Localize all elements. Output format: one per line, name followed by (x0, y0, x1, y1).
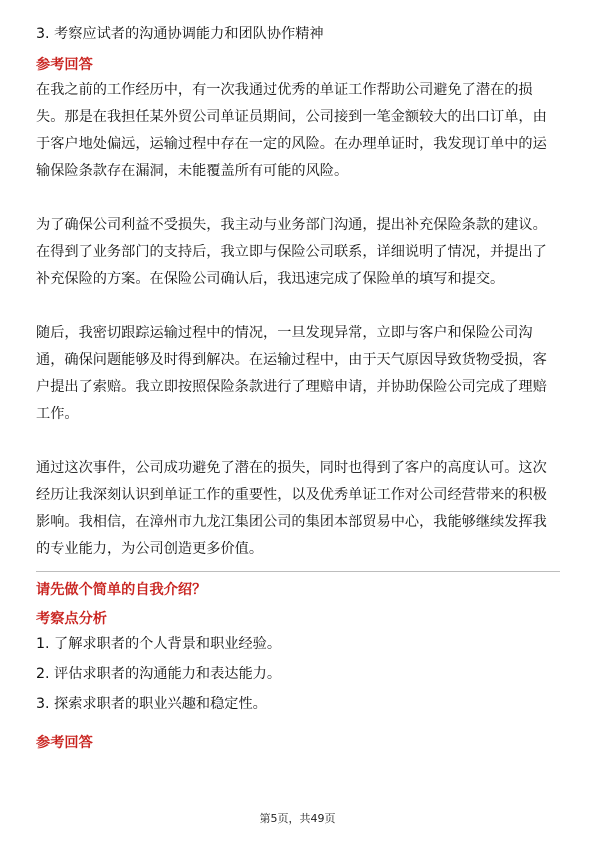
reference-answer-label: 参考回答 (36, 57, 93, 73)
answer-paragraph-2 (36, 212, 560, 293)
text-line: 于客户地处偏远，运输过程中存在一定的风险。在办理单证时，我发现订单中的运 (36, 136, 547, 152)
text-line: 随后，我密切跟踪运输过程中的情况，一旦发现异常，立即与客户和保险公司沟 (36, 325, 533, 341)
text-line: 通，确保问题能够及时得到解决。在运输过程中，由于天气原因导致货物受损，客 (36, 352, 547, 368)
answer-paragraph-4 (36, 455, 560, 563)
page-footer: 第5页，共49页 (259, 812, 336, 825)
text-line: 在我之前的工作经历中，有一次我通过优秀的单证工作帮助公司避免了潜在的损 (36, 82, 533, 98)
list-item: 2. 评估求职者的沟通能力和表达能力。 (36, 666, 282, 682)
text-line: 失。那是在我担任某外贸公司单证员期间，公司接到一笔金额较大的出口订单，由 (36, 109, 547, 125)
text-line: 通过这次事件，公司成功避免了潜在的损失，同时也得到了客户的高度认可。这次 (36, 460, 547, 476)
text-line: 在得到了业务部门的支持后，我立即与保险公司联系，详细说明了情况，并提出了 (36, 244, 547, 260)
answer-paragraph-3 (36, 320, 560, 428)
text-line: 补充保险的方案。在保险公司确认后，我迅速完成了保险单的填写和提交。 (36, 271, 505, 287)
list-item: 1. 了解求职者的个人背景和职业经验。 (36, 636, 282, 652)
paragraph-gap (36, 185, 560, 212)
paragraph-gap (36, 293, 560, 320)
document-page (36, 22, 560, 755)
analysis-points (36, 631, 560, 717)
text-line: 经历让我深刻认识到单证工作的重要性，以及优秀单证工作对公司经营带来的积极 (36, 487, 547, 503)
text-line: 工作。 (36, 406, 79, 422)
list-item: 3. 探索求职者的职业兴趣和稳定性。 (36, 696, 267, 712)
text-line: 输保险条款存在漏洞，未能覆盖所有可能的风险。 (36, 163, 349, 179)
answer-paragraph-1 (36, 77, 560, 185)
question-title: 请先做个简单的自我介绍？ (36, 582, 207, 598)
text-line: 为了确保公司利益不受损失，我主动与业务部门沟通，提出补充保险条款的建议。 (36, 217, 547, 233)
analysis-label: 考察点分析 (36, 611, 107, 627)
text-line: 的专业能力，为公司创造更多价值。 (36, 541, 264, 557)
text-line: 户提出了索赔。我立即按照保险条款进行了理赔申请，并协助保险公司完成了理赔 (36, 379, 547, 395)
paragraph-gap (36, 428, 560, 455)
section-divider (36, 571, 560, 572)
reference-answer-label-2: 参考回答 (36, 735, 93, 751)
text-line: 影响。我相信，在漳州市九龙江集团公司的集团本部贸易中心，我能够继续发挥我 (36, 514, 547, 530)
assessment-point-3: 3. 考察应试者的沟通协调能力和团队协作精神 (36, 26, 324, 42)
